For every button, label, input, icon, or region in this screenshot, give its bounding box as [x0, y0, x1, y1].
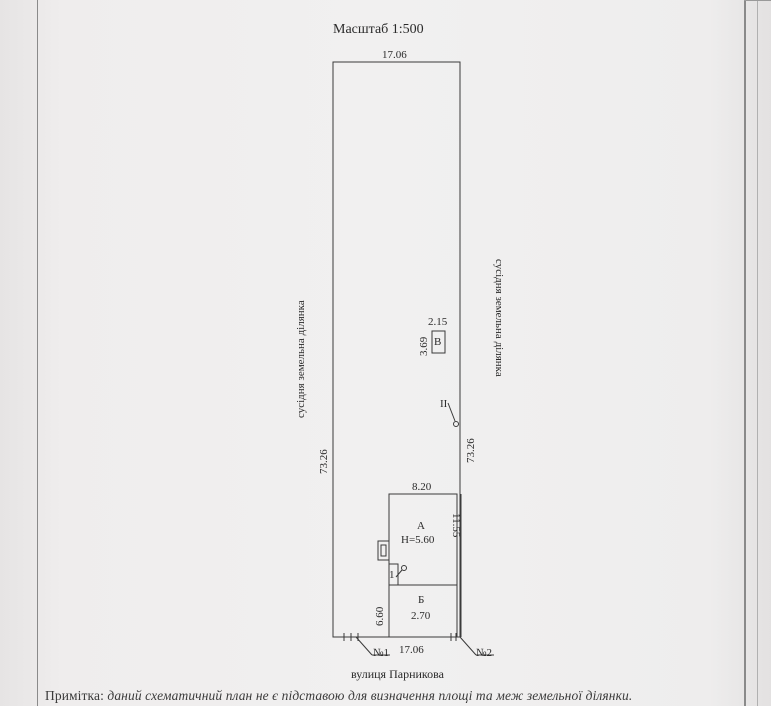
label-building-a: А — [417, 520, 425, 532]
scale-label: Масштаб 1:500 — [333, 22, 424, 37]
dim-building-v-height: 3.69 — [418, 336, 430, 356]
point-1-marker — [402, 566, 407, 571]
dim-left-length: 73.26 — [318, 449, 330, 474]
label-neighbor-left: сусідня земельна ділянка — [295, 300, 307, 418]
footnote-prefix: Примітка: — [45, 688, 104, 703]
label-building-b-value: 2.70 — [411, 610, 431, 622]
label-point-1: 1 — [389, 569, 395, 581]
dim-house-width: 8.20 — [412, 481, 432, 493]
porch-inner — [381, 545, 386, 556]
label-marker-2: №2 — [476, 647, 492, 659]
dim-right-length: 73.26 — [465, 438, 477, 463]
dim-top-width: 17.06 — [382, 49, 407, 61]
marker-2-leader — [460, 637, 476, 655]
label-marker-1: №1 — [373, 647, 389, 659]
label-point-2: II — [440, 398, 448, 410]
dim-building-v-width: 2.15 — [428, 316, 448, 328]
label-building-v: В — [434, 336, 442, 348]
label-building-b: Б — [418, 594, 425, 606]
plot-boundary — [333, 62, 460, 637]
point-2-marker — [454, 422, 459, 427]
leader-line-1 — [396, 570, 402, 577]
label-street: вулиця Парникова — [351, 667, 444, 681]
porch-outline — [378, 541, 389, 560]
label-neighbor-right: сусідня земельна ділянка — [493, 259, 505, 377]
footnote — [45, 689, 632, 703]
dim-annex-depth: 6.60 — [374, 606, 386, 626]
label-building-a-height: Н=5.60 — [401, 534, 435, 546]
dim-house-depth: 11.55 — [450, 513, 462, 538]
footnote-text: даний схематичний план не є підставою для визначення площі та меж земельної ділянки. — [107, 688, 633, 703]
leader-line-2 — [448, 403, 455, 421]
dim-bottom-width: 17.06 — [399, 644, 424, 656]
